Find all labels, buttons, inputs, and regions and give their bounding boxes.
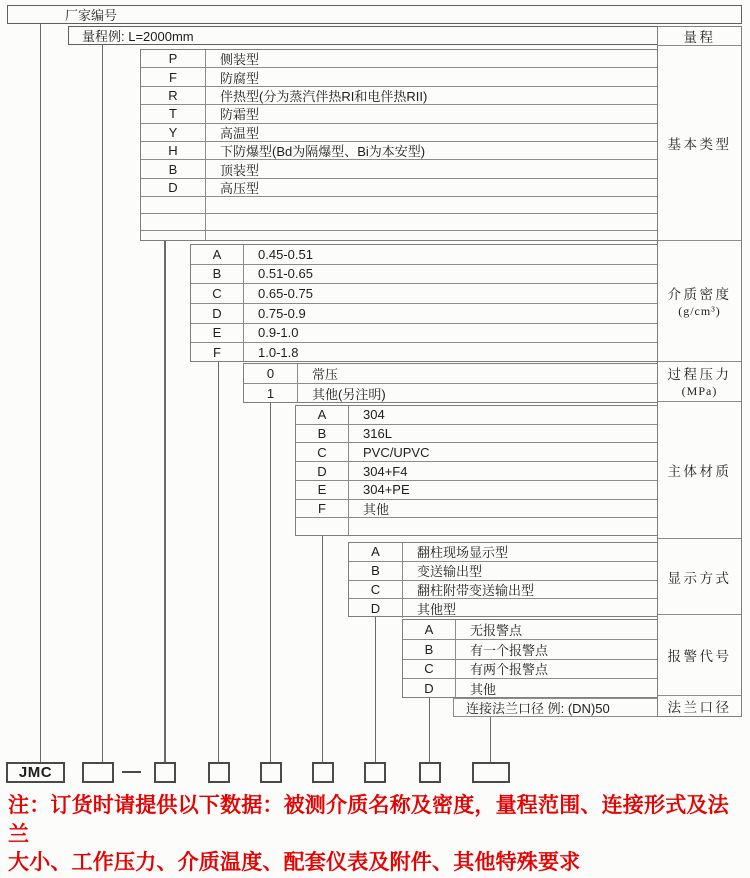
desc-cell	[206, 231, 657, 240]
code-cell: C	[191, 284, 244, 303]
code-cell	[141, 214, 206, 230]
connector-line	[40, 24, 42, 762]
table-row	[349, 562, 657, 581]
table-row	[141, 179, 657, 197]
flange-row	[453, 698, 657, 717]
table-row	[141, 68, 657, 86]
connector-line	[429, 698, 431, 762]
code-cell: A	[191, 245, 244, 264]
table-row	[296, 425, 657, 444]
code-cell: B	[141, 160, 206, 177]
code-cell: D	[349, 599, 403, 618]
code-cell: D	[403, 679, 456, 698]
desc-cell: 顶装型	[220, 162, 260, 178]
desc-cell: 304	[363, 407, 385, 423]
table-row	[349, 599, 657, 618]
table-row	[296, 481, 657, 500]
code-cell: B	[296, 425, 349, 443]
connector-line	[102, 45, 104, 762]
desc-cell	[349, 518, 657, 535]
manufacturer-code-label: 厂家编号	[65, 8, 118, 23]
code-box-material	[312, 762, 334, 783]
table-row	[141, 87, 657, 105]
table-row	[244, 364, 657, 384]
table-row-empty	[141, 197, 657, 214]
desc-cell: 其他(另注明)	[312, 387, 386, 402]
desc-cell: 高温型	[220, 125, 260, 141]
code-cell: D	[296, 462, 349, 480]
table-row	[403, 620, 657, 640]
table-row	[191, 304, 657, 324]
dash-separator	[122, 771, 141, 773]
connector-line	[322, 536, 324, 762]
table-row	[403, 640, 657, 660]
range-example-text: 量程例: L=2000mm	[82, 29, 194, 44]
desc-cell: 0.65-0.75	[258, 286, 313, 302]
code-cell: D	[141, 179, 206, 196]
desc-cell: 变送输出型	[417, 564, 483, 580]
order-note-line2: 大小、工作压力、介质温度、配套仪表及附件、其他特殊要求	[8, 851, 581, 874]
table-row	[141, 160, 657, 178]
table-row	[191, 284, 657, 304]
desc-cell: 316L	[363, 426, 392, 442]
pressure-table	[243, 363, 657, 403]
table-row-empty	[141, 214, 657, 231]
code-box-display-mode	[364, 762, 386, 783]
desc-cell: 0.75-0.9	[258, 305, 306, 321]
order-note-line1: 注：订货时请提供以下数据：被测介质名称及密度，量程范围、连接形式及法兰	[8, 794, 729, 846]
desc-cell: 防霜型	[220, 107, 260, 123]
code-cell: E	[191, 324, 244, 343]
code-cell: 0	[244, 364, 298, 383]
desc-cell: 侧装型	[220, 52, 260, 68]
desc-cell: 有两个报警点	[470, 662, 549, 678]
table-row-empty	[296, 518, 657, 535]
desc-cell: 304+F4	[363, 463, 408, 479]
code-cell: 1	[244, 384, 298, 403]
code-cell: P	[141, 50, 206, 67]
code-cell	[296, 518, 349, 535]
basic-type-table	[140, 49, 657, 241]
code-cell: F	[296, 500, 349, 518]
table-row	[403, 660, 657, 680]
table-row	[296, 500, 657, 519]
table-row	[403, 679, 657, 698]
code-box-basic-type	[154, 762, 176, 783]
desc-cell: 伴热型(分为蒸汽伴热RI和电伴热RII)	[220, 88, 428, 104]
table-row	[296, 462, 657, 481]
desc-cell: 其他	[470, 682, 497, 698]
table-row	[349, 581, 657, 600]
desc-cell: 无报警点	[470, 622, 523, 638]
alarm-code-table	[402, 619, 657, 698]
desc-cell: 0.45-0.51	[258, 246, 313, 262]
desc-cell: 有一个报警点	[470, 642, 549, 658]
spec-label-alarm: 报警代号	[658, 615, 741, 696]
flange-desc: 连接法兰口径 例: (DN)50	[466, 701, 610, 716]
desc-cell: 下防爆型(Bd为隔爆型、Bi为本安型)	[220, 144, 426, 160]
table-row	[349, 543, 657, 562]
connector-line	[270, 403, 272, 762]
desc-cell: 1.0-1.8	[258, 344, 299, 360]
spec-label-flange: 法兰口径	[667, 699, 732, 715]
spec-label-density: 介质密度 (g/cm³)	[658, 241, 741, 361]
code-cell: F	[191, 343, 244, 361]
range-row	[68, 26, 657, 45]
code-box-alarm	[419, 762, 441, 783]
code-cell: H	[141, 142, 206, 159]
code-cell: E	[296, 481, 349, 499]
code-cell: A	[296, 406, 349, 424]
desc-cell: 翻柱附带变送输出型	[417, 582, 535, 598]
table-row	[191, 324, 657, 344]
desc-cell: PVC/UPVC	[363, 444, 430, 460]
spec-label-column	[657, 26, 742, 717]
table-row	[296, 443, 657, 462]
code-cell: T	[141, 105, 206, 122]
code-cell: B	[403, 640, 456, 659]
code-cell	[141, 231, 206, 240]
code-cell	[141, 197, 206, 213]
desc-cell: 0.51-0.65	[258, 266, 313, 282]
code-cell: B	[191, 265, 244, 284]
connector-line	[164, 241, 166, 762]
desc-cell: 其他	[363, 501, 390, 517]
desc-cell: 防腐型	[220, 70, 260, 86]
display-mode-table	[348, 542, 657, 617]
connector-line	[490, 717, 492, 762]
manufacturer-code-row	[7, 5, 742, 24]
order-note	[8, 792, 748, 878]
desc-cell: 其他型	[417, 602, 457, 618]
spec-label-basic-type: 基本类型	[658, 46, 741, 241]
code-cell: D	[191, 304, 244, 323]
spec-label-range: 量程	[658, 27, 741, 46]
density-table	[190, 244, 657, 362]
table-row	[244, 384, 657, 403]
spec-label-pressure: 过程压力 (MPa)	[658, 362, 741, 403]
material-table	[295, 405, 657, 536]
code-cell: C	[349, 581, 403, 599]
desc-cell: 0.9-1.0	[258, 325, 299, 341]
code-box-flange	[472, 762, 510, 783]
table-row	[141, 142, 657, 160]
spec-label-material: 主体材质	[658, 402, 741, 538]
table-row-empty	[141, 231, 657, 240]
code-cell: B	[349, 562, 403, 580]
code-cell: R	[141, 87, 206, 104]
desc-cell: 常压	[312, 367, 339, 382]
model-prefix-box: JMC	[6, 762, 65, 783]
table-row	[141, 105, 657, 123]
table-row	[191, 343, 657, 361]
table-row	[141, 124, 657, 142]
table-row	[191, 245, 657, 265]
code-cell: F	[141, 68, 206, 85]
desc-cell	[206, 214, 657, 230]
desc-cell: 304+PE	[363, 482, 410, 498]
connector-line	[218, 362, 220, 762]
code-box-pressure	[260, 762, 282, 783]
desc-cell	[206, 197, 657, 213]
desc-cell: 高压型	[220, 180, 260, 196]
spec-label-display-mode: 显示方式	[658, 539, 741, 616]
desc-cell: 翻柱现场显示型	[417, 545, 509, 561]
code-cell: A	[403, 620, 456, 639]
code-cell: C	[403, 660, 456, 679]
code-cell: A	[349, 543, 403, 561]
table-row	[141, 50, 657, 68]
code-cell: C	[296, 443, 349, 461]
table-row	[296, 406, 657, 425]
code-box-density	[208, 762, 230, 783]
code-box-range	[82, 762, 114, 783]
connector-line	[375, 617, 377, 762]
code-cell: Y	[141, 124, 206, 141]
table-row	[191, 265, 657, 285]
